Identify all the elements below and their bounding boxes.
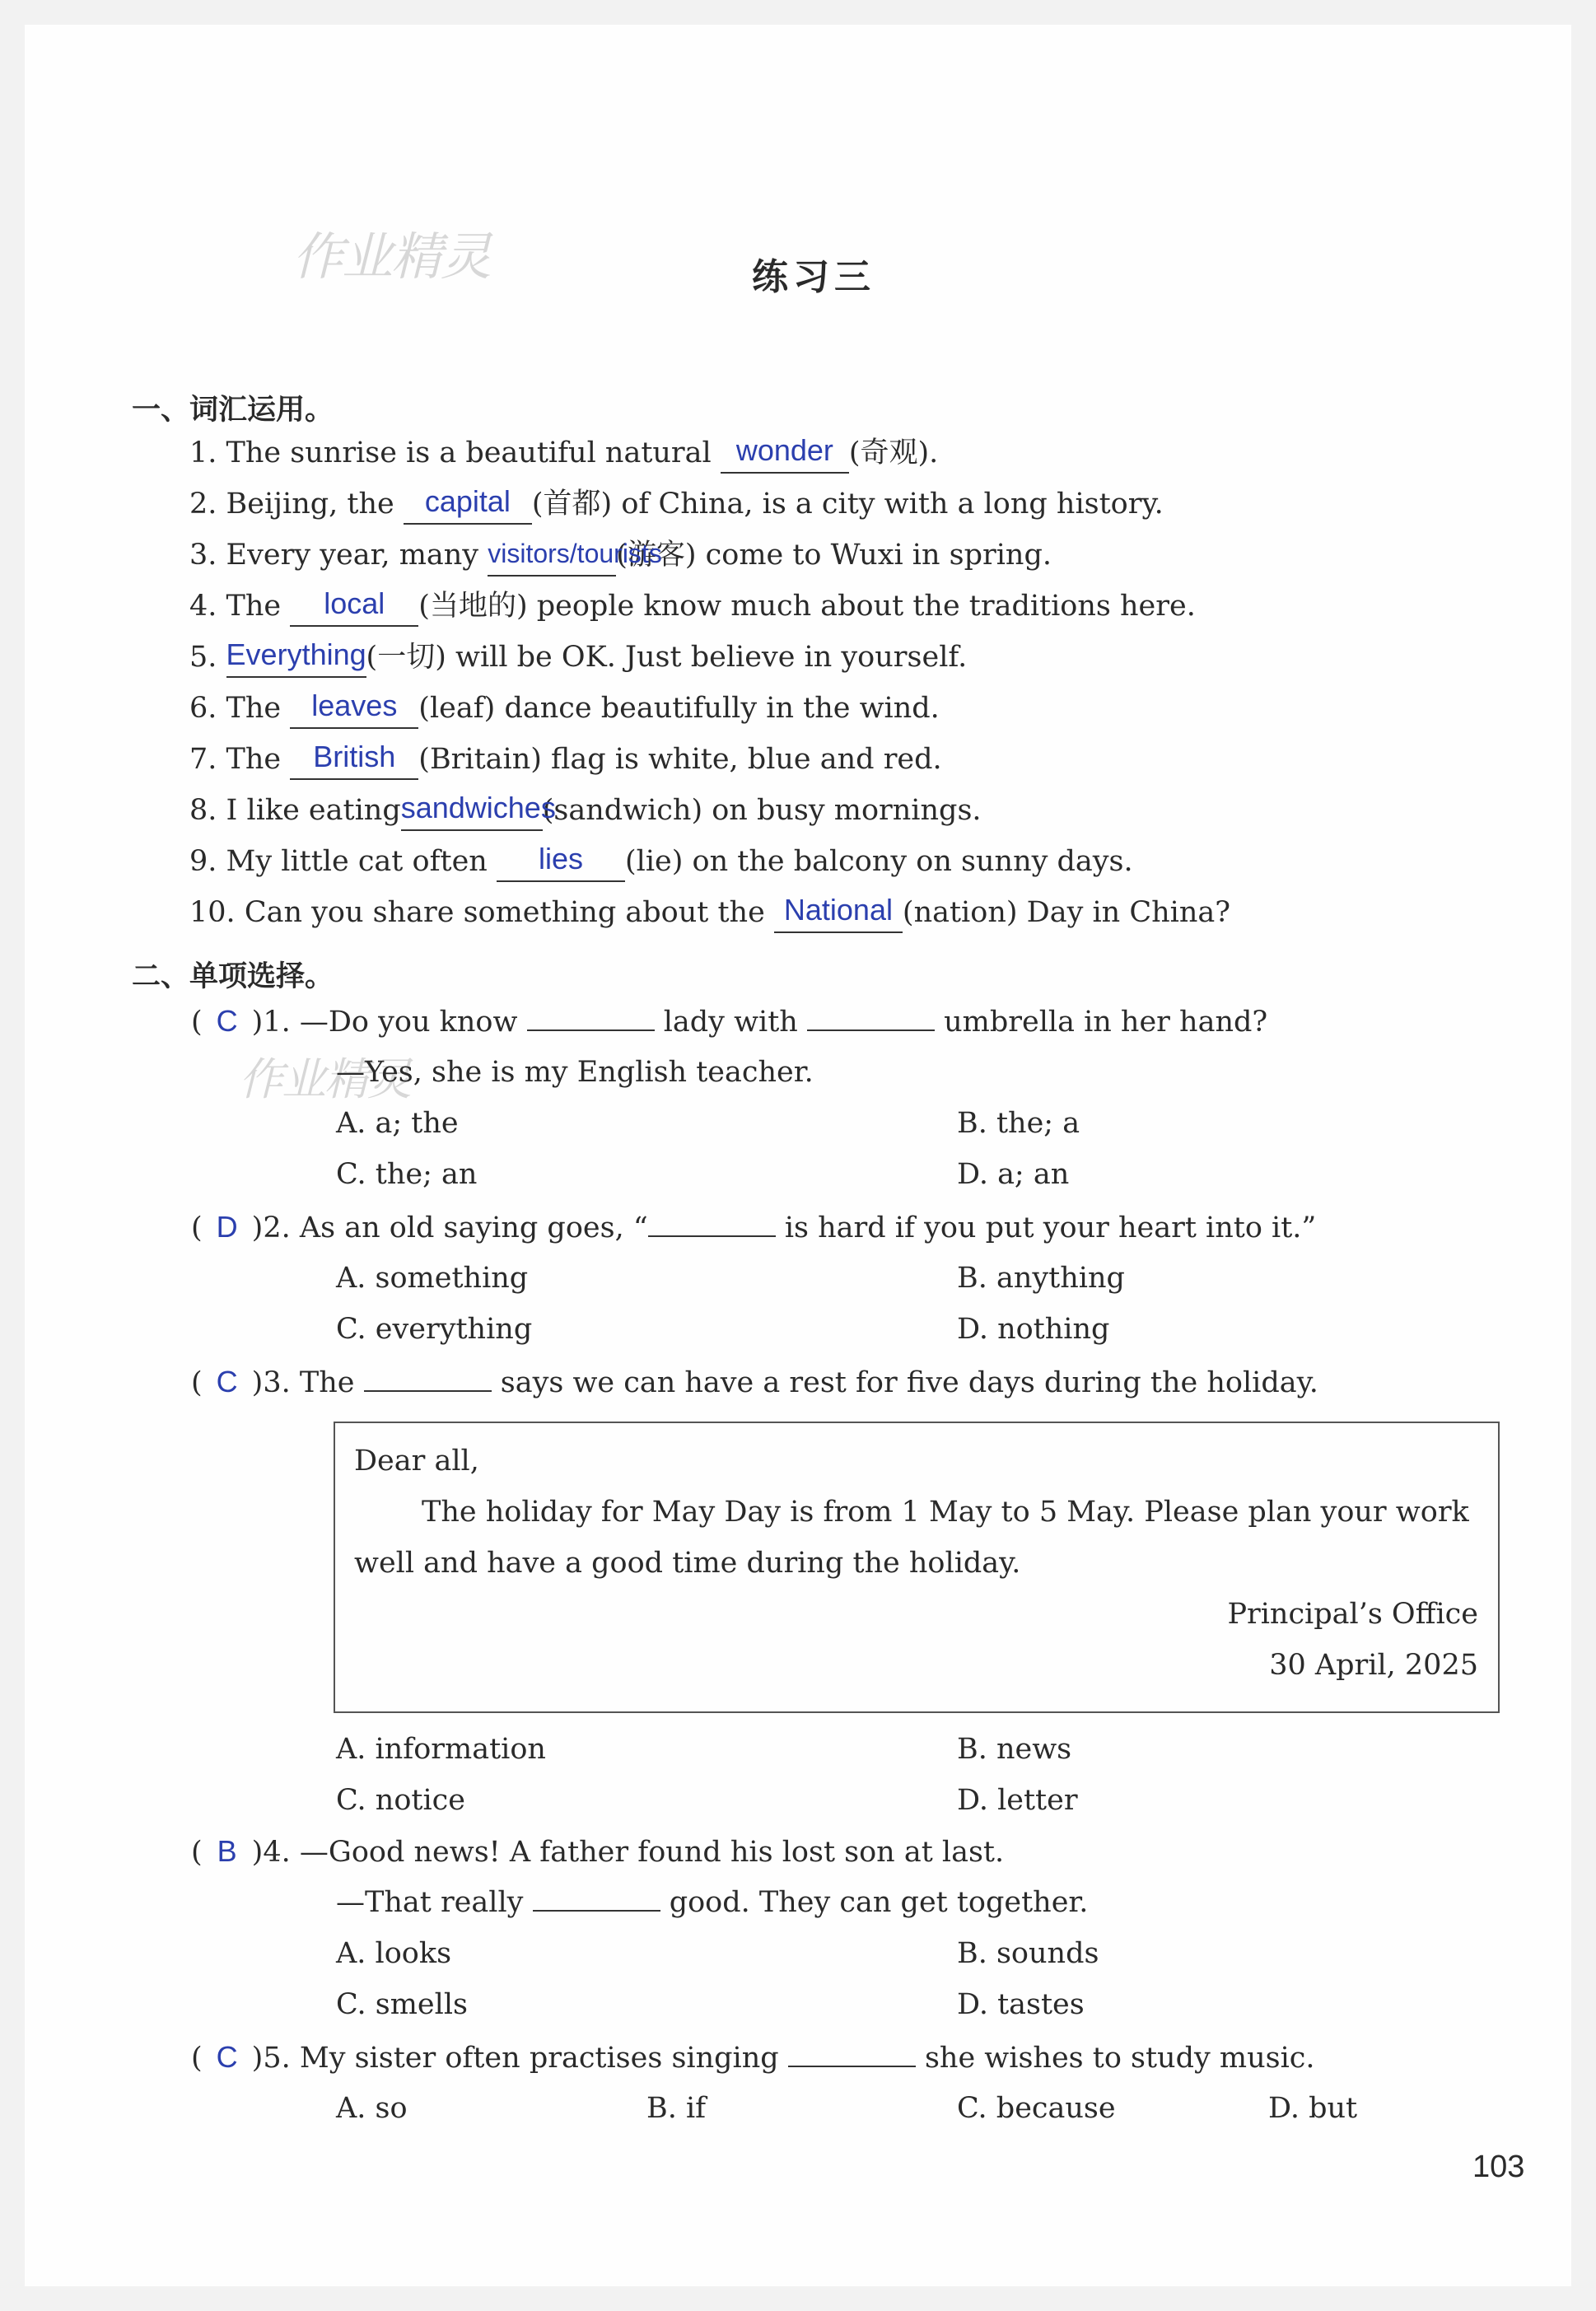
answer-text: D xyxy=(216,1210,238,1244)
option-c: C. the; an xyxy=(336,1158,478,1191)
option-b: B. the; a xyxy=(957,1107,1080,1140)
notice-greeting: Dear all, xyxy=(354,1445,479,1478)
question-3: ( C )3. The says we can have a rest for five days during the holiday. xyxy=(191,1365,1318,1399)
option-d: D. letter xyxy=(957,1784,1078,1817)
answer-text: leaves xyxy=(311,689,398,722)
vocab-item-4: 4. The local (当地的) people know much about the traditions here. xyxy=(189,588,1196,624)
answer-text: C xyxy=(216,1365,238,1398)
answer-text: British xyxy=(313,740,396,773)
option-a: A. information xyxy=(336,1733,546,1766)
watermark-logo: 作业精灵 xyxy=(292,226,491,287)
question-5: ( C )5. My sister often practises singing she wishes to study music. xyxy=(191,2040,1315,2075)
option-b: B. sounds xyxy=(957,1937,1099,1970)
option-d: D. but xyxy=(1268,2092,1358,2125)
notice-body-line-2: well and have a good time during the holiday. xyxy=(354,1547,1021,1580)
option-d: D. a; an xyxy=(957,1158,1070,1191)
vocab-item-3: 3. Every year, many visitors/tourists(游客) come to Wuxi in spring. xyxy=(189,537,1052,573)
answer-text: C xyxy=(216,2040,238,2074)
question-4: ( B )4. —Good news! A father found his lost son at last. xyxy=(191,1834,1005,1869)
answer-text: C xyxy=(216,1004,238,1038)
vocab-item-5: 5. Everything(一切) will be OK. Just believe in yourself. xyxy=(189,639,967,675)
section2-heading: 二、单项选择。 xyxy=(132,960,334,993)
vocab-item-6: 6. The leaves (leaf) dance beautifully in the wind. xyxy=(189,690,940,726)
vocab-item-7: 7. The British (Britain) flag is white, blue and red. xyxy=(189,741,942,777)
watermark-logo-2: 作业精灵 xyxy=(239,1053,410,1105)
answer-text: visitors/tourists xyxy=(488,539,662,568)
option-a: A. so xyxy=(336,2092,408,2125)
question-1-reply: —Yes, she is my English teacher. xyxy=(336,1056,814,1089)
vocab-item-10: 10. Can you share something about the National (nation) Day in China? xyxy=(189,894,1230,931)
answer-text: Everything xyxy=(226,637,366,671)
option-b: B. news xyxy=(957,1733,1072,1766)
answer-text: lies xyxy=(538,842,583,875)
option-c: C. notice xyxy=(336,1784,465,1817)
option-d: D. nothing xyxy=(957,1313,1110,1346)
option-d: D. tastes xyxy=(957,1988,1085,2021)
answer-text: National xyxy=(783,893,893,927)
notice-body-line-1: The holiday for May Day is from 1 May to 5 May. Please plan your work xyxy=(422,1496,1469,1529)
option-b: B. anything xyxy=(957,1262,1125,1295)
option-b: B. if xyxy=(646,2092,707,2125)
answer-text: wonder xyxy=(735,433,833,467)
worksheet-page xyxy=(25,25,1571,2286)
answer-text: capital xyxy=(424,484,511,518)
page-title: 练习三 xyxy=(752,256,875,298)
vocab-item-8: 8. I like eatingsandwiches(sandwich) on busy mornings. xyxy=(189,792,982,829)
answer-text: local xyxy=(324,586,385,620)
question-4-reply: —That really good. They can get together. xyxy=(336,1886,1089,1919)
option-a: A. looks xyxy=(336,1937,452,1970)
question-1: ( C )1. —Do you know lady with umbrella in her hand? xyxy=(191,1004,1268,1039)
answer-text: B xyxy=(217,1834,237,1868)
option-c: C. smells xyxy=(336,1988,468,2021)
notice-signature: Principal’s Office xyxy=(1227,1598,1478,1631)
page-number: 103 xyxy=(1472,2150,1525,2184)
option-c: C. everything xyxy=(336,1313,533,1346)
section1-heading: 一、词汇运用。 xyxy=(132,394,334,427)
question-2: ( D )2. As an old saying goes, “ is hard if you put your heart into it.” xyxy=(191,1210,1317,1244)
option-a: A. something xyxy=(336,1262,529,1295)
vocab-item-2: 2. Beijing, the capital (首都) of China, is a city with a long history. xyxy=(189,486,1164,522)
answer-text: sandwiches xyxy=(400,791,556,824)
vocab-item-9: 9. My little cat often lies (lie) on the balcony on sunny days. xyxy=(189,843,1133,880)
option-c: C. because xyxy=(957,2092,1116,2125)
vocab-item-1: 1. The sunrise is a beautiful natural wonder (奇观). xyxy=(189,435,938,471)
option-a: A. a; the xyxy=(336,1107,459,1140)
notice-date: 30 April, 2025 xyxy=(1269,1649,1478,1682)
